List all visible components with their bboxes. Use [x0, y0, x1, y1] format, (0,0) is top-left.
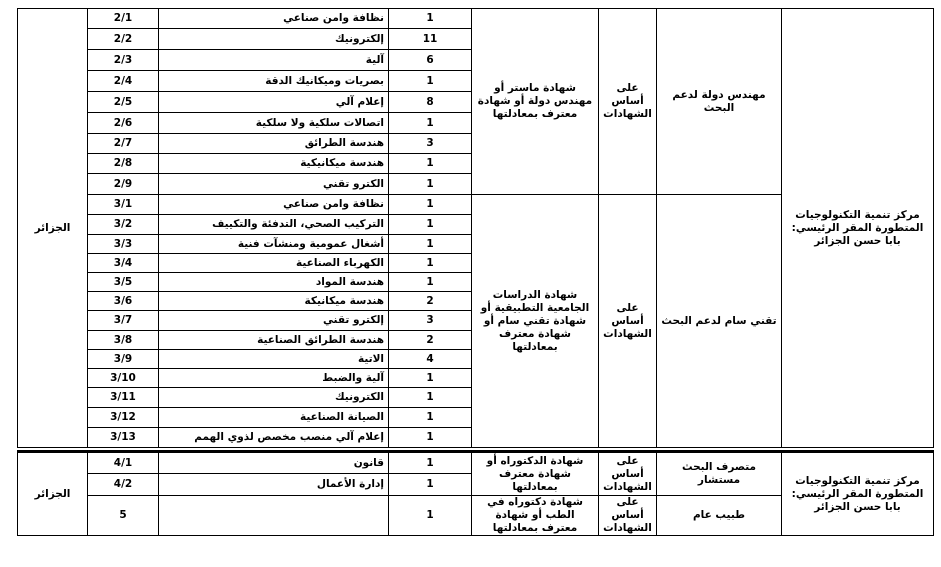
research-center-cell: مركز تنمية التكنولوجيات المتطورة المقر الرئيسي: بابا حسن الجزائر — [782, 452, 934, 536]
specialty-cell: نظافة وامن صناعي — [159, 195, 389, 215]
specialty-cell: هندسة الطرائق — [159, 134, 389, 154]
positions-count-cell: 6 — [389, 50, 472, 71]
wilaya-cell: الجزائر — [18, 452, 88, 536]
code-cell: 2/7 — [88, 134, 159, 154]
code-cell: 2/2 — [88, 29, 159, 50]
specialty-cell: إعلام آلي منصب مخصص لذوي الهمم — [159, 428, 389, 448]
recruitment-table — [17, 8, 934, 536]
code-cell: 3/3 — [88, 235, 159, 254]
recruitment-mode-cell: على أساس الشهادات — [599, 496, 657, 536]
positions-count-cell: 1 — [389, 428, 472, 448]
positions-count-cell: 1 — [389, 9, 472, 29]
positions-count-cell: 2 — [389, 292, 472, 311]
specialty-cell: هندسة ميكانيكية — [159, 154, 389, 174]
recruitment-mode-cell: على أساس الشهادات — [599, 9, 657, 195]
specialty-cell: آلية والضبط — [159, 369, 389, 388]
positions-count-cell: 1 — [389, 408, 472, 428]
code-cell: 3/7 — [88, 311, 159, 331]
table-body — [18, 9, 934, 536]
specialty-cell: هندسة الطرائق الصناعية — [159, 331, 389, 350]
qualification-cell: شهادة الدراسات الجامعية التطبيقية أو شهادة تقني سام أو شهادة معترف بمعادلتها — [472, 195, 599, 448]
code-cell: 3/10 — [88, 369, 159, 388]
code-cell: 2/3 — [88, 50, 159, 71]
code-cell: 2/4 — [88, 71, 159, 92]
positions-count-cell: 2 — [389, 331, 472, 350]
specialty-cell: قانون — [159, 452, 389, 474]
positions-count-cell: 1 — [389, 71, 472, 92]
specialty-cell: بصريات وميكانيك الدقة — [159, 71, 389, 92]
recruitment-mode-cell: على أساس الشهادات — [599, 195, 657, 448]
code-cell: 3/1 — [88, 195, 159, 215]
code-cell: 2/8 — [88, 154, 159, 174]
grade-cell: مهندس دولة لدعم البحث — [657, 9, 782, 195]
specialty-cell: الاتية — [159, 350, 389, 369]
specialty-cell: إلكترونيك — [159, 29, 389, 50]
code-cell: 2/5 — [88, 92, 159, 113]
specialty-cell: الكترو تقني — [159, 174, 389, 195]
grade-cell: متصرف البحث مستشار — [657, 452, 782, 496]
research-center-cell: مركز تنمية التكنولوجيات المتطورة المقر الرئيسي: بابا حسن الجزائر — [782, 9, 934, 448]
positions-count-cell: 1 — [389, 452, 472, 474]
positions-count-cell: 1 — [389, 273, 472, 292]
recruitment-mode-cell: على أساس الشهادات — [599, 452, 657, 496]
positions-count-cell: 1 — [389, 474, 472, 496]
positions-count-cell: 11 — [389, 29, 472, 50]
specialty-cell: إعلام آلي — [159, 92, 389, 113]
code-cell: 3/13 — [88, 428, 159, 448]
code-cell: 3/5 — [88, 273, 159, 292]
code-cell: 2/9 — [88, 174, 159, 195]
positions-count-cell: 3 — [389, 311, 472, 331]
specialty-cell: اتصالات سلكية ولا سلكية — [159, 113, 389, 134]
code-cell: 2/6 — [88, 113, 159, 134]
positions-count-cell: 1 — [389, 254, 472, 273]
specialty-cell: إلكترو تقني — [159, 311, 389, 331]
qualification-cell: شهادة الدكتوراه أو شهادة معترف بمعادلتها — [472, 452, 599, 496]
grade-cell: طبيب عام — [657, 496, 782, 536]
positions-count-cell: 1 — [389, 154, 472, 174]
code-cell: 4/2 — [88, 474, 159, 496]
positions-count-cell: 1 — [389, 235, 472, 254]
qualification-cell: شهادة دكتوراه في الطب أو شهادة معترف بمعادلتها — [472, 496, 599, 536]
positions-count-cell: 1 — [389, 195, 472, 215]
specialty-cell: الكهرباء الصناعية — [159, 254, 389, 273]
positions-count-cell: 1 — [389, 369, 472, 388]
specialty-cell: الصيانة الصناعية — [159, 408, 389, 428]
positions-count-cell: 3 — [389, 134, 472, 154]
specialty-cell: الكترونيك — [159, 388, 389, 408]
specialty-cell: إدارة الأعمال — [159, 474, 389, 496]
grade-cell: تقني سام لدعم البحث — [657, 195, 782, 448]
positions-count-cell: 1 — [389, 174, 472, 195]
positions-count-cell: 1 — [389, 113, 472, 134]
positions-count-cell: 4 — [389, 350, 472, 369]
code-cell: 3/11 — [88, 388, 159, 408]
code-cell: 3/6 — [88, 292, 159, 311]
specialty-cell: أشغال عمومية ومنشآت فنية — [159, 235, 389, 254]
wilaya-cell: الجزائر — [18, 9, 88, 448]
positions-count-cell: 1 — [389, 496, 472, 536]
code-cell: 3/9 — [88, 350, 159, 369]
positions-count-cell: 8 — [389, 92, 472, 113]
code-cell: 5 — [88, 496, 159, 536]
code-cell: 3/12 — [88, 408, 159, 428]
table-row — [18, 452, 934, 474]
code-cell: 4/1 — [88, 452, 159, 474]
code-cell: 2/1 — [88, 9, 159, 29]
specialty-cell: نظافة وامن صناعي — [159, 9, 389, 29]
code-cell: 3/2 — [88, 215, 159, 235]
specialty-cell: التركيب الصحي، التدفئة والتكييف — [159, 215, 389, 235]
table-row — [18, 9, 934, 29]
specialty-cell: آلية — [159, 50, 389, 71]
positions-count-cell: 1 — [389, 388, 472, 408]
code-cell: 3/8 — [88, 331, 159, 350]
code-cell: 3/4 — [88, 254, 159, 273]
positions-count-cell: 1 — [389, 215, 472, 235]
specialty-cell: هندسة المواد — [159, 273, 389, 292]
specialty-cell: هندسة ميكانيكة — [159, 292, 389, 311]
specialty-cell — [159, 496, 389, 536]
qualification-cell: شهادة ماستر أو مهندس دولة أو شهادة معترف بمعادلتها — [472, 9, 599, 195]
